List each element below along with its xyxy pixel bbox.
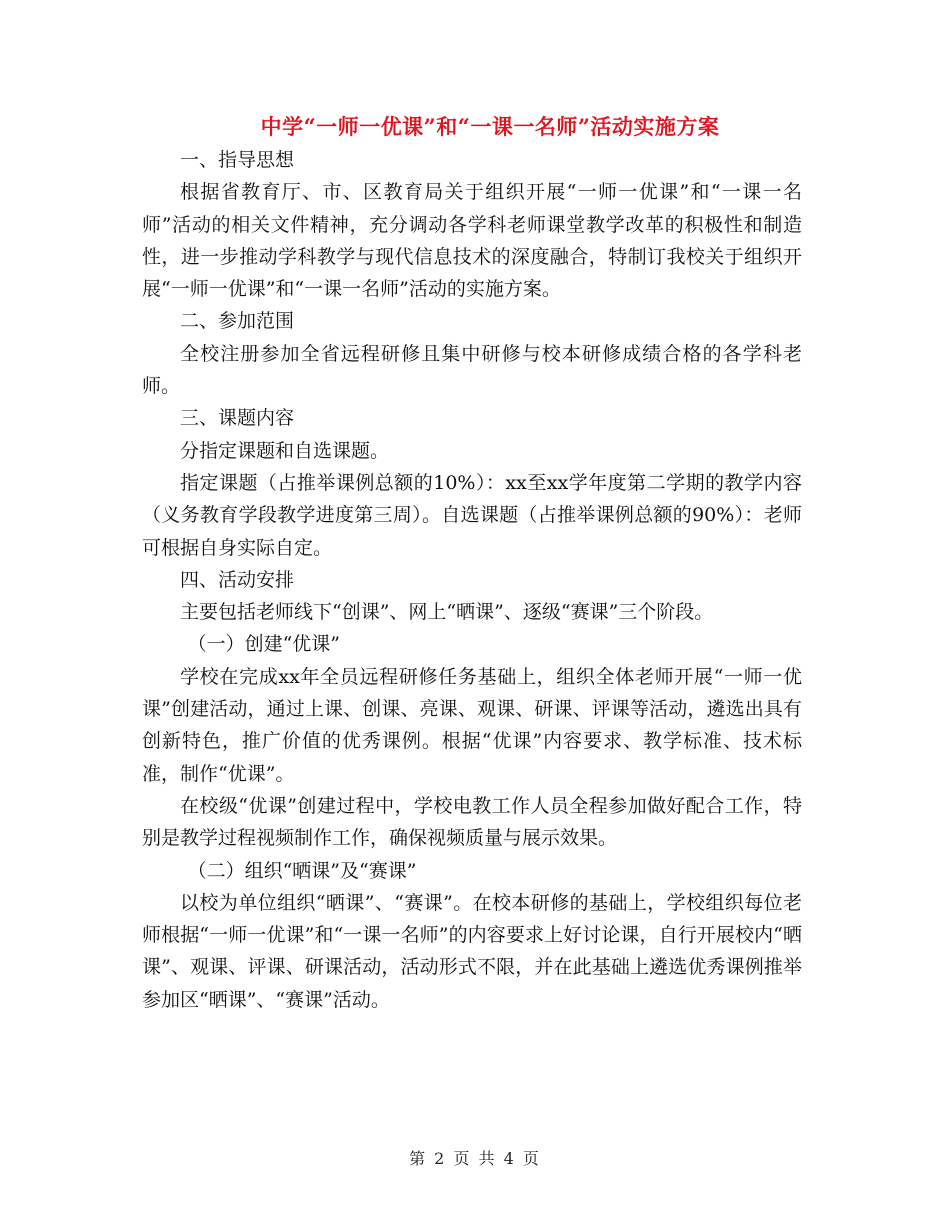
section-heading-participation-scope: 二、参加范围 bbox=[180, 310, 295, 333]
subsection-heading-share-compete: （二）组织“晒课”及“赛课” bbox=[187, 859, 417, 882]
paragraph-activity-stages: 主要包括老师线下“创课”、网上“晒课”、逐级“赛课”三个阶段。 bbox=[180, 601, 714, 624]
document-title: 中学“一师一优课”和“一课一名师”活动实施方案 bbox=[260, 114, 720, 139]
document-body bbox=[142, 144, 802, 1016]
section-heading-topic-content: 三、课题内容 bbox=[180, 407, 295, 430]
section-heading-guiding-ideology: 一、指导思想 bbox=[180, 149, 295, 171]
paragraph-create-lessons: 学校在完成xx年全员远程研修任务基础上，组织全体老师开展“一师一优课”创建活动，通过上课、创课、亮课、观课、研课、评课等活动，遴选出具有创新特色，推广价值的优秀课例。根据“优课”内容要求、教学标准、技术标准，制作“优课”。 bbox=[142, 665, 802, 785]
paragraph-topic-types: 分指定课题和自选课题。 bbox=[180, 439, 390, 462]
section-heading-activity-arrangement: 四、活动安排 bbox=[180, 568, 295, 591]
page-footer: 第 2 页 共 4 页 bbox=[409, 1149, 541, 1168]
subsection-heading-create-lessons: （一）创建“优课” bbox=[187, 633, 341, 656]
paragraph-topic-details: 指定课题（占推举课例总额的10%）：xx至xx学年度第二学期的教学内容（义务教育学段教学进度第三周）。自选课题（占推举课例总额的90%）：老师可根据自身实际自定。 bbox=[142, 471, 802, 559]
paragraph-participation-scope: 全校注册参加全省远程研修且集中研修与校本研修成绩合格的各学科老师。 bbox=[142, 342, 802, 398]
paragraph-guiding-ideology: 根据省教育厅、市、区教育局关于组织开展“一师一优课”和“一课一名师”活动的相关文件精神，充分调动各学科老师课堂教学改革的积极性和制造性，进一步推动学科教学与现代信息技术的深度融合，特制订我校关于组织开展“一师一优课”和“一课一名师”活动的实施方案。 bbox=[142, 181, 802, 301]
paragraph-share-compete: 以校为单位组织“晒课”、“赛课”。在校本研修的基础上，学校组织每位老师根据“一师一优课”和“一课一名师”的内容要求上好讨论课，自行开展校内“晒课”、观课、评课、研课活动，活动形式不限，并在此基础上遴选优秀课例推举参加区“晒课”、“赛课”活动。 bbox=[142, 891, 802, 1011]
paragraph-video-production: 在校级“优课”创建过程中，学校电教工作人员全程参加做好配合工作，特别是教学过程视频制作工作，确保视频质量与展示效果。 bbox=[142, 794, 802, 850]
